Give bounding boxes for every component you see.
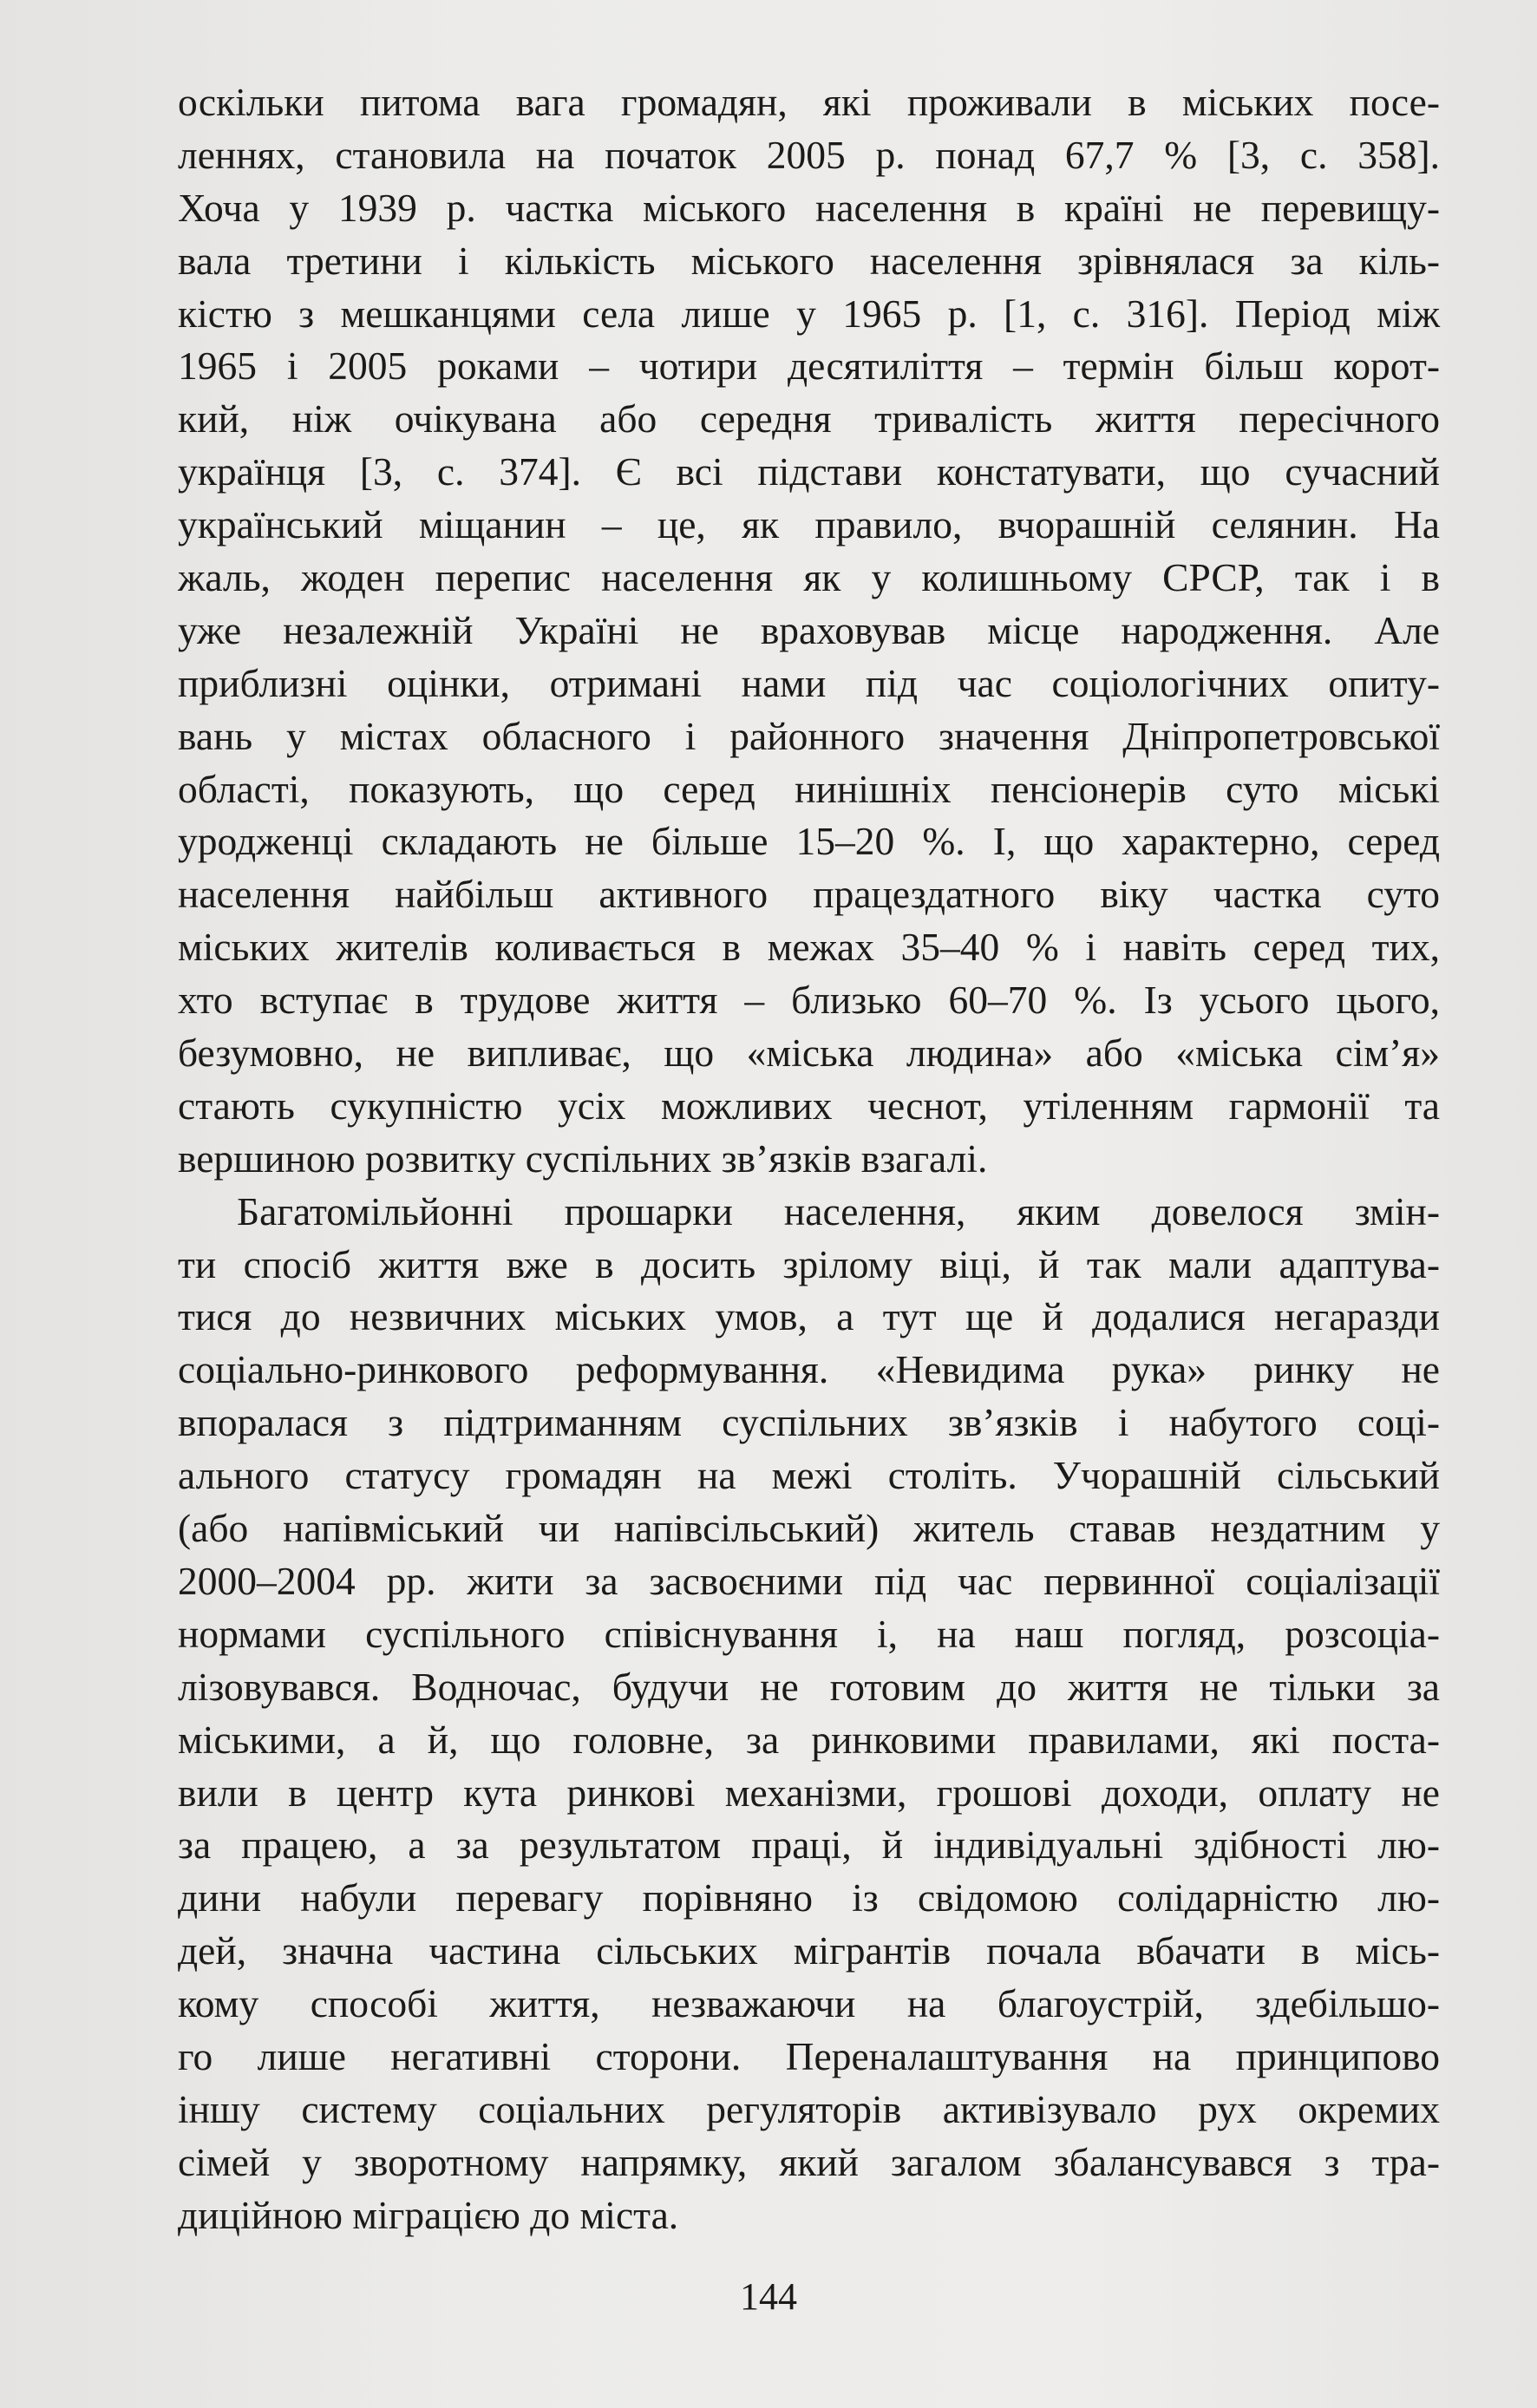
- text-line: українця [3, с. 374]. Є всі підстави констатувати, що сучасний: [178, 449, 1440, 494]
- text-line: тися до незвичних міських умов, а тут ще й додалися негаразди: [178, 1294, 1440, 1339]
- text-line: за працею, а за результатом праці, й індивідуальні здібності лю-: [178, 1822, 1440, 1868]
- text-line: диційною міграцією до міста.: [178, 2192, 679, 2237]
- text-line: український міщанин – це, як правило, вчорашній селянин. На: [178, 502, 1440, 547]
- text-line: області, показують, що серед нинішніх пенсіонерів суто міські: [178, 766, 1440, 811]
- text-line: го лише негативні сторони. Переналаштування на принципово: [178, 2033, 1440, 2078]
- text-line: леннях, становила на початок 2005 р. понад 67,7 % [3, с. 358].: [178, 132, 1440, 177]
- text-line: 1965 і 2005 роками – чотири десятиліття – термін більш корот-: [178, 344, 1440, 389]
- text-line: безумовно, не випливає, що «міська людина» або «міська сім’я»: [178, 1031, 1440, 1076]
- text-line: соціально-ринкового реформування. «Невидима рука» ринку не: [178, 1347, 1440, 1392]
- text-line: уродженці складають не більше 15–20 %. І, що характерно, серед: [178, 819, 1440, 864]
- text-line: дей, значна частина сільських мігрантів почала вбачати в місь-: [178, 1928, 1440, 1973]
- text-line: ального статусу громадян на межі століть. Учорашній сільський: [178, 1453, 1440, 1498]
- text-line: 2000–2004 рр. жити за засвоєними під час первинної соціалізації: [178, 1558, 1440, 1603]
- paragraph-1: [178, 76, 1440, 1186]
- body-text: [178, 76, 1440, 2242]
- text-line: дини набули перевагу порівняно із свідомою солідарністю лю-: [178, 1875, 1440, 1921]
- text-line: міськими, а й, що головне, за ринковими правилами, які поста-: [178, 1717, 1440, 1762]
- text-line: лізовувався. Водночас, будучи не готовим до життя не тільки за: [178, 1664, 1440, 1709]
- text-line: оскільки питома вага громадян, які проживали в міських посе-: [178, 80, 1440, 124]
- text-line: хто вступає в трудове життя – близько 60–70 %. Із усього цього,: [178, 978, 1440, 1023]
- text-line: іншу систему соціальних регуляторів активізувало рух окремих: [178, 2086, 1440, 2131]
- text-line: Хоча у 1939 р. частка міського населення в країні не перевищу-: [178, 185, 1440, 230]
- page-number: 144: [740, 2275, 797, 2318]
- text-line: впоралася з підтриманням суспільних зв’язків і набутого соці-: [178, 1400, 1440, 1445]
- text-line: ти спосіб життя вже в досить зрілому віці, й так мали адаптува-: [178, 1241, 1440, 1286]
- text-line: жаль, жоден перепис населення як у колишньому СРСР, так і в: [178, 555, 1440, 600]
- text-line: сімей у зворотному напрямку, який загалом збалансувався з тра-: [178, 2139, 1440, 2184]
- text-line: вань у містах обласного і районного значення Дніпропетровської: [178, 713, 1440, 758]
- text-line: уже незалежній Україні не враховував місце народження. Але: [178, 607, 1440, 652]
- text-line: кістю з мешканцями села лише у 1965 р. [1, с. 316]. Період між: [178, 291, 1440, 336]
- paragraph-2: [178, 1186, 1440, 2242]
- text-line: стають сукупністю усіх можливих чеснот, утіленням гармонії та: [178, 1083, 1440, 1128]
- text-line: приблизні оцінки, отримані нами під час соціологічних опиту-: [178, 660, 1440, 705]
- text-line: населення найбільш активного працездатного віку частка суто: [178, 872, 1440, 917]
- text-line: кий, ніж очікувана або середня тривалість життя пересічного: [178, 396, 1440, 442]
- text-line: нормами суспільного співіснування і, на наш погляд, розсоціа-: [178, 1611, 1440, 1656]
- text-line: Багатомільйонні прошарки населення, яким довелося змін-: [237, 1188, 1440, 1233]
- text-line: вили в центр кута ринкові механізми, грошові доходи, оплату не: [178, 1770, 1440, 1815]
- text-line: міських жителів коливається в межах 35–40 % і навіть серед тих,: [178, 925, 1440, 970]
- text-line: кому способі життя, незважаючи на благоустрій, здебільшо-: [178, 1981, 1440, 2026]
- text-line: (або напівміський чи напівсільський) житель ставав нездатним у: [178, 1506, 1440, 1551]
- text-line: вала третини і кількість міського населення зрівнялася за кіль-: [178, 238, 1440, 283]
- text-line: вершиною розвитку суспільних зв’язків взагалі.: [178, 1135, 988, 1181]
